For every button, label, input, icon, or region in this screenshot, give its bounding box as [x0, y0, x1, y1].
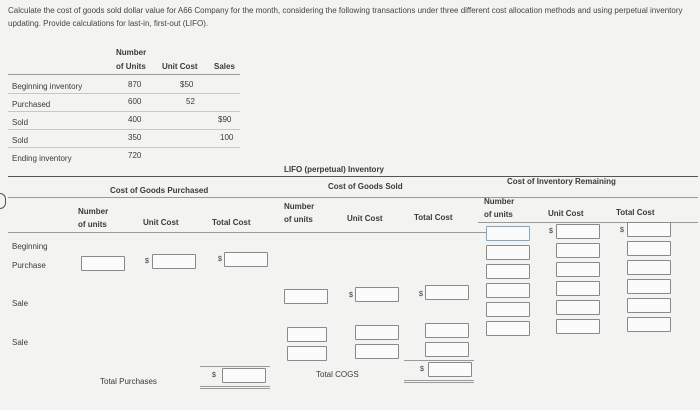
remaining-unit-cost-input-6[interactable]	[556, 319, 600, 334]
sale1-units-input[interactable]	[284, 289, 328, 304]
col-unit-cost: Unit Cost	[548, 209, 584, 218]
currency-symbol: $	[420, 366, 424, 373]
remaining-units-input-5[interactable]	[486, 302, 530, 317]
given-row-units: 870	[128, 80, 142, 89]
remaining-total-cost-input-5[interactable]	[627, 298, 671, 313]
total-cogs-top-rule	[404, 360, 474, 361]
given-row-units: 720	[128, 151, 142, 160]
group-header-divider	[8, 197, 698, 198]
col-total-cost: Total Cost	[212, 218, 251, 227]
given-row-divider	[8, 147, 240, 148]
left-bracket-icon	[0, 193, 6, 209]
col-of-units: of units	[284, 215, 313, 224]
given-row-divider	[8, 93, 240, 94]
given-header-units-1: Number	[116, 48, 147, 57]
given-row-units: 600	[128, 97, 142, 106]
col-unit-cost: Unit Cost	[347, 214, 383, 223]
remaining-unit-cost-input-5[interactable]	[556, 300, 600, 315]
sale2-total-cost-input-1[interactable]	[425, 323, 469, 338]
remaining-units-input-4[interactable]	[486, 283, 530, 298]
total-purchases-bottom-rule	[200, 386, 270, 387]
group-header-sold: Cost of Goods Sold	[328, 182, 403, 191]
col-unit-cost: Unit Cost	[143, 218, 179, 227]
row-label-sale: Sale	[12, 338, 29, 347]
col-number: Number	[78, 207, 109, 216]
remaining-total-cost-input-6[interactable]	[627, 317, 671, 332]
currency-symbol: $	[349, 292, 353, 299]
remaining-units-input-3[interactable]	[486, 264, 530, 279]
row-label-beginning: Beginning	[12, 242, 48, 251]
given-row-units: 400	[128, 115, 142, 124]
col-total-cost: Total Cost	[616, 208, 655, 217]
currency-symbol: $	[218, 256, 222, 263]
remaining-unit-cost-input-3[interactable]	[556, 262, 600, 277]
given-row-divider	[8, 111, 240, 112]
given-header-unit-cost: Unit Cost	[162, 62, 198, 71]
currency-symbol: $	[212, 372, 216, 379]
total-purchases-bottom-rule	[200, 388, 270, 389]
remaining-unit-cost-input-4[interactable]	[556, 281, 600, 296]
total-purchases-top-rule	[200, 366, 270, 367]
purchase-units-input[interactable]	[81, 256, 125, 271]
col-number: Number	[484, 197, 515, 206]
sale2-units-input-1[interactable]	[287, 327, 327, 342]
row-label-sale: Sale	[12, 299, 29, 308]
currency-symbol: $	[620, 227, 624, 234]
sale2-total-cost-input-2[interactable]	[425, 342, 469, 357]
given-header-units-2: of Units	[116, 62, 146, 71]
purchase-total-cost-input[interactable]	[224, 252, 268, 267]
remaining-total-cost-input-1[interactable]	[627, 222, 671, 237]
total-purchases-label: Total Purchases	[100, 377, 157, 386]
remaining-unit-cost-input-1[interactable]	[556, 224, 600, 239]
currency-symbol: $	[549, 228, 553, 235]
given-row-sales: 100	[220, 133, 234, 142]
given-row-unit-cost: $50	[180, 80, 194, 89]
given-row-label: Beginning inventory	[12, 82, 83, 91]
remaining-total-cost-input-4[interactable]	[627, 279, 671, 294]
given-row-units: 350	[128, 133, 142, 142]
given-row-label: Ending inventory	[12, 154, 72, 163]
sale2-unit-cost-input-1[interactable]	[355, 325, 399, 340]
col-total-cost: Total Cost	[414, 213, 453, 222]
total-cogs-bottom-rule	[404, 380, 474, 381]
remaining-units-input-6[interactable]	[486, 321, 530, 336]
row-label-purchase: Purchase	[12, 261, 46, 270]
total-cogs-label: Total COGS	[316, 370, 359, 379]
col-of-units: of units	[484, 210, 513, 219]
problem-intro: Calculate the cost of goods sold dollar value for A66 Company for the month, considering the following transactions under three different cost allocation methods and using perpetual inventory updating. Provide calculations for last-in, first-out (LIFO).	[8, 6, 683, 28]
total-cogs-input[interactable]	[428, 362, 472, 377]
col-number: Number	[284, 202, 315, 211]
given-row-label: Sold	[12, 118, 29, 127]
sale2-unit-cost-input-2[interactable]	[355, 344, 399, 359]
sale1-unit-cost-input[interactable]	[355, 287, 399, 302]
col-of-units: of units	[78, 220, 107, 229]
given-row-sales: $90	[218, 115, 232, 124]
remaining-units-input-2[interactable]	[486, 245, 530, 260]
total-cogs-bottom-rule	[404, 382, 474, 383]
given-row-label: Sold	[12, 136, 29, 145]
currency-symbol: $	[145, 258, 149, 265]
total-purchases-input[interactable]	[222, 368, 266, 383]
lifo-title: LIFO (perpetual) Inventory	[284, 165, 385, 174]
column-header-divider	[8, 232, 488, 233]
given-header-divider	[8, 74, 240, 75]
sale2-units-input-2[interactable]	[287, 346, 327, 361]
given-header-sales: Sales	[214, 62, 235, 71]
sale1-total-cost-input[interactable]	[425, 285, 469, 300]
remaining-unit-cost-input-2[interactable]	[556, 243, 600, 258]
purchase-unit-cost-input[interactable]	[152, 254, 196, 269]
remaining-total-cost-input-3[interactable]	[627, 260, 671, 275]
group-header-remaining: Cost of Inventory Remaining	[507, 177, 616, 186]
given-row-unit-cost: 52	[186, 97, 195, 106]
given-row-divider	[8, 129, 240, 130]
given-row-label: Purchased	[12, 100, 51, 109]
remaining-units-input-1[interactable]	[486, 226, 530, 241]
remaining-total-cost-input-2[interactable]	[627, 241, 671, 256]
group-header-purchased: Cost of Goods Purchased	[110, 186, 209, 195]
currency-symbol: $	[419, 291, 423, 298]
